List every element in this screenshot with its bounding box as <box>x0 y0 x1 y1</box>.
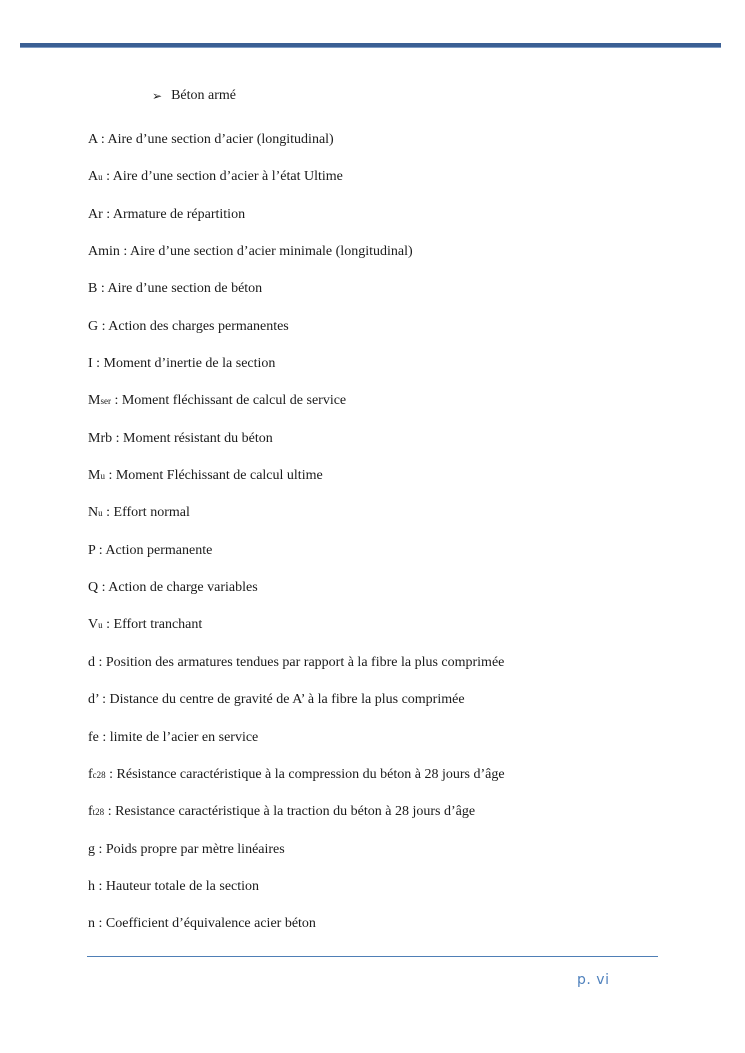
symbol-subscript: u <box>98 172 103 183</box>
notation-entry <box>88 167 688 204</box>
notation-entry <box>88 802 688 839</box>
notation-entry <box>88 242 688 279</box>
notation-entry <box>88 914 688 951</box>
definition: : Effort tranchant <box>102 617 203 633</box>
definition: : Aire d’une section d’acier (longitudinal) <box>97 132 334 147</box>
arrow-bullet-icon: ➢ <box>152 88 163 103</box>
symbol-subscript: ser <box>100 396 111 407</box>
symbol: n <box>88 916 95 932</box>
notation-entry <box>88 130 688 167</box>
symbol-subscript: u <box>98 620 103 631</box>
symbol: h <box>88 878 95 894</box>
symbol: fe <box>88 729 99 745</box>
symbol: d’ <box>88 692 99 708</box>
definition: : Moment résistant du béton <box>112 430 273 446</box>
definition: : Position des armatures tendues par rapport à la fibre la plus comprimée <box>95 654 505 670</box>
notation-entry <box>88 205 688 242</box>
definition: : Armature de répartition <box>102 206 246 222</box>
notation-entry <box>88 877 688 914</box>
symbol-subscript: u <box>98 508 103 519</box>
page-number: p. vi <box>577 972 610 988</box>
notation-entry <box>88 429 688 466</box>
definition: : Coefficient d’équivalence acier béton <box>95 916 316 932</box>
notation-entry <box>88 391 688 428</box>
definition: : Distance du centre de gravité de A’ à la fibre la plus comprimée <box>98 692 465 708</box>
notation-entry <box>88 840 688 877</box>
symbol: A <box>88 169 99 185</box>
definition: : Moment d’inertie de la section <box>92 356 276 372</box>
symbol: N <box>88 505 99 521</box>
symbol: M <box>88 393 101 409</box>
notation-entry <box>88 690 688 727</box>
symbol-subscript: t28 <box>92 807 105 818</box>
notation-entry <box>88 765 688 802</box>
notation-list <box>88 130 688 952</box>
header-rule <box>20 43 721 48</box>
symbol: Ar <box>88 206 103 222</box>
symbol: d <box>88 654 95 670</box>
definition: : Résistance caractéristique à la compression du béton à 28 jours d’âge <box>105 766 505 782</box>
footer-rule <box>87 956 658 957</box>
notation-entry <box>88 354 688 391</box>
symbol: I <box>88 356 93 372</box>
symbol: V <box>88 617 99 633</box>
definition: : Poids propre par mètre linéaires <box>95 841 285 857</box>
notation-entry <box>88 503 688 540</box>
symbol: Mrb <box>88 430 113 446</box>
section-title: Béton armé <box>171 88 236 103</box>
symbol: f <box>88 766 93 782</box>
definition: : Moment fléchissant de calcul de service <box>110 393 347 409</box>
symbol: Amin <box>88 244 120 260</box>
symbol: P <box>88 542 96 558</box>
symbol: g <box>88 841 95 857</box>
definition: : Aire d’une section de béton <box>97 281 263 297</box>
notation-entry <box>88 653 688 690</box>
definition: : Action des charges permanentes <box>98 318 289 334</box>
notation-entry <box>88 728 688 765</box>
definition: : Aire d’une section d’acier à l’état Ultime <box>102 169 343 185</box>
definition: : Action permanente <box>95 542 213 558</box>
notation-entry <box>88 279 688 316</box>
symbol: f <box>88 804 93 820</box>
symbol: G <box>88 318 99 334</box>
definition: : Action de charge variables <box>98 580 258 596</box>
symbol: A <box>88 132 98 147</box>
notation-entry <box>88 615 688 652</box>
notation-entry <box>88 317 688 354</box>
symbol-subscript: u <box>100 471 105 482</box>
symbol: M <box>88 468 101 484</box>
notation-entry <box>88 541 688 578</box>
definition: : Aire d’une section d’acier minimale (longitudinal) <box>119 244 413 260</box>
definition: : limite de l’acier en service <box>98 729 259 745</box>
symbol: Q <box>88 580 99 596</box>
definition: : Hauteur totale de la section <box>95 878 260 894</box>
definition: : Resistance caractéristique à la traction du béton à 28 jours d’âge <box>104 804 476 820</box>
definition: : Effort normal <box>102 505 190 521</box>
notation-entry <box>88 466 688 503</box>
symbol-subscript: c28 <box>92 769 106 780</box>
notation-entry <box>88 578 688 615</box>
symbol: B <box>88 281 98 297</box>
section-heading <box>152 88 236 104</box>
definition: : Moment Fléchissant de calcul ultime <box>104 468 323 484</box>
